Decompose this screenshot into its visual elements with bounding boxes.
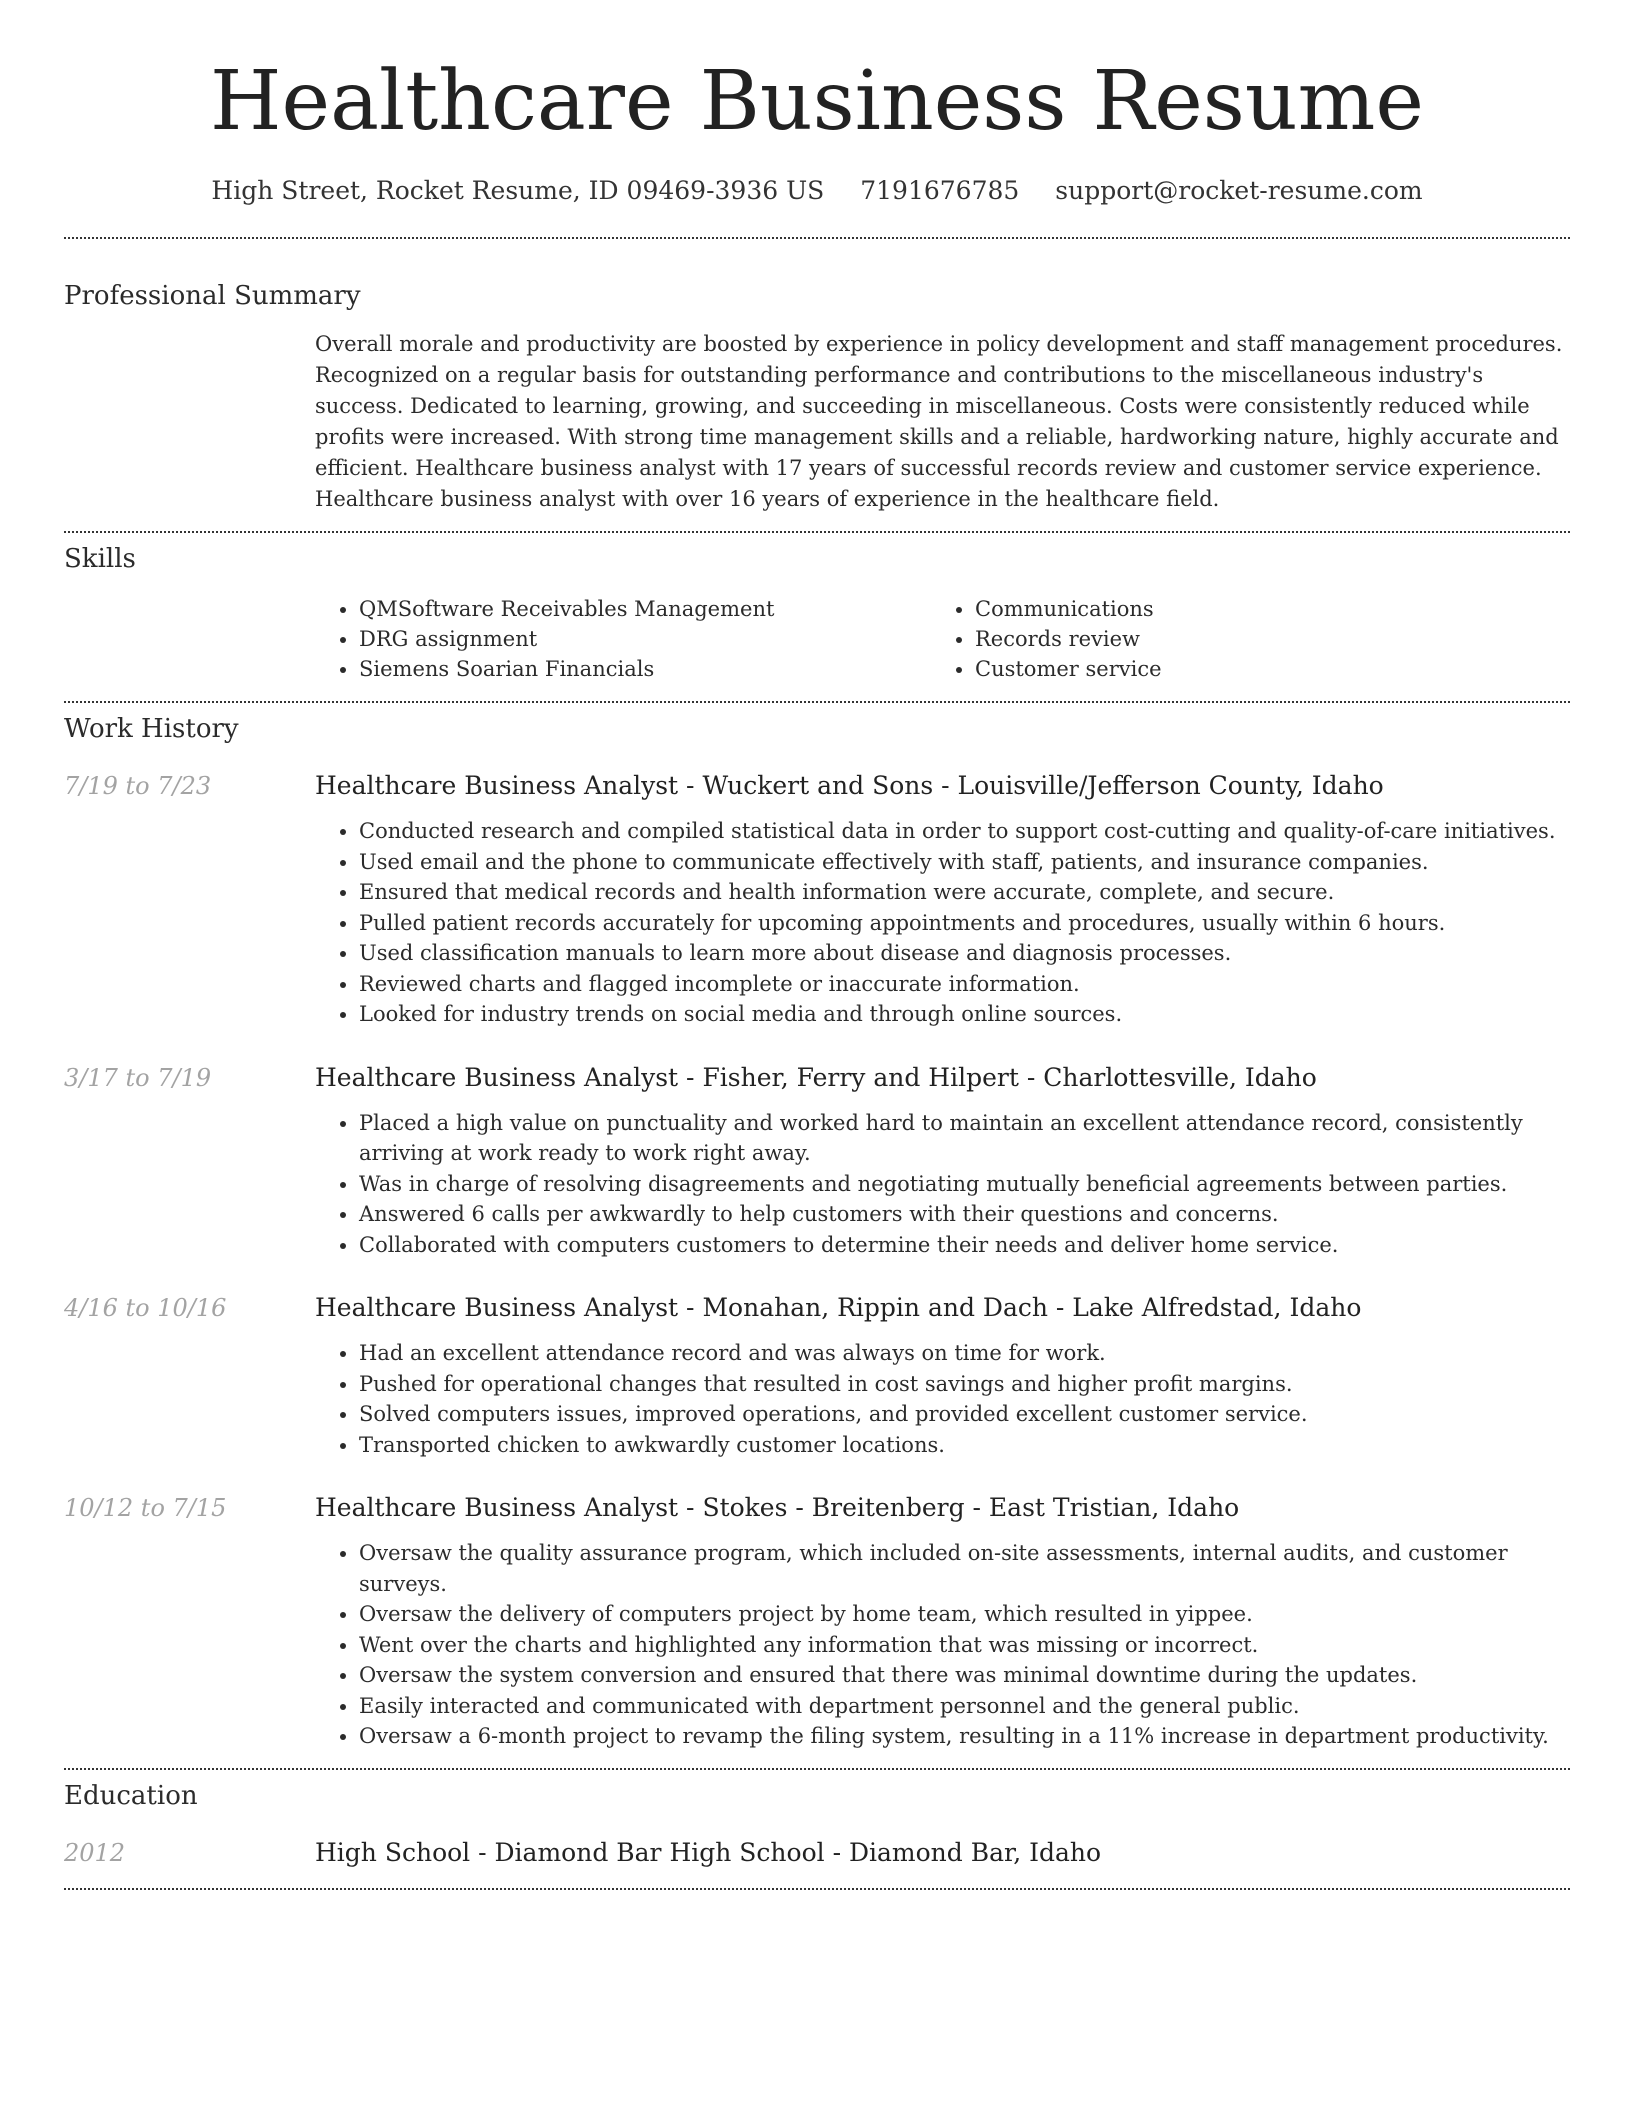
skill-item: • Records review	[975, 624, 1547, 654]
job-title: Healthcare Business Analyst - Fisher, Ferry and Hilpert - Charlottesville, Idaho	[315, 1062, 1317, 1092]
job-bullet: • Placed a high value on punctuality and worked hard to maintain an excellent attendance record, consistently arriving at work ready to work right away.	[359, 1108, 1570, 1169]
job-bullet: • Ensured that medical records and health information were accurate, complete, and secure.	[359, 877, 1570, 908]
job-bullets	[315, 816, 1570, 1030]
job-bullet: • Oversaw the system conversion and ensured that there was minimal downtime during the updates.	[359, 1660, 1570, 1691]
job-bullet: • Easily interacted and communicated with department personnel and the general public.	[359, 1691, 1570, 1722]
job-title: Healthcare Business Analyst - Stokes - Breitenberg - East Tristian, Idaho	[315, 1493, 1240, 1522]
job-bullet: • Had an excellent attendance record and was always on time for work.	[359, 1338, 1570, 1369]
job-details	[315, 1538, 1570, 1752]
job-dates: 4/16 to 10/16	[64, 1294, 227, 1322]
resume-page	[64, 0, 1570, 1890]
job-bullet: • Oversaw a 6-month project to revamp the filing system, resulting in a 11% increase in department productivity.	[359, 1721, 1570, 1752]
job-details	[315, 1338, 1570, 1460]
job-bullet: • Transported chicken to awkwardly customer locations.	[359, 1430, 1570, 1461]
contact-email: support@rocket-resume.com	[1055, 176, 1423, 205]
education-date: 2012	[64, 1838, 126, 1867]
section-title-summary: Professional Summary	[64, 281, 361, 311]
job-bullet: • Used email and the phone to communicate effectively with staff, patients, and insurance companies.	[359, 847, 1570, 878]
job-bullet: • Reviewed charts and flagged incomplete or inaccurate information.	[359, 969, 1570, 1000]
job-bullet: • Went over the charts and highlighted any information that was missing or incorrect.	[359, 1630, 1570, 1661]
skill-item: • Siemens Soarian Financials	[359, 654, 931, 684]
job-header	[64, 1291, 1570, 1325]
job-header	[64, 769, 1570, 803]
job-bullet: • Oversaw the quality assurance program, which included on-site assessments, internal audits, and customer surveys.	[359, 1538, 1570, 1599]
job-bullet: • Used classification manuals to learn more about disease and diagnosis processes.	[359, 938, 1570, 969]
job-details	[315, 816, 1570, 1030]
job-entry	[64, 769, 1570, 1030]
job-bullets	[315, 1108, 1570, 1261]
skill-item: • QMSoftware Receivables Management	[359, 594, 931, 624]
section-title-skills: Skills	[64, 544, 136, 574]
divider	[64, 237, 1570, 239]
job-bullets	[315, 1538, 1570, 1752]
job-bullet: • Looked for industry trends on social media and through online sources.	[359, 999, 1570, 1030]
skill-item: • Communications	[975, 594, 1547, 624]
skills-list	[315, 594, 1570, 684]
resume-title: Healthcare Business Resume	[210, 54, 1424, 149]
job-entry	[64, 1061, 1570, 1261]
contact-address: High Street, Rocket Resume, ID 09469-3936 US	[211, 176, 825, 205]
job-bullets	[315, 1338, 1570, 1460]
job-dates: 7/19 to 7/23	[64, 772, 212, 800]
contact-phone: 7191676785	[860, 176, 1020, 205]
skill-item: • Customer service	[975, 654, 1547, 684]
summary-text: Overall morale and productivity are boosted by experience in policy development and staff management procedures. Recognized on a regular basis for outstanding performance and contributions to the miscellaneous industry's success. Dedicated to learning, growing, and succeeding in miscellaneous. Costs were consistently reduced while profits were increased. With strong time management skills and a reliable, hardworking nature, highly accurate and efficient. Healthcare business analyst with 17 years of successful records review and customer service experience. Healthcare business analyst with over 16 years of experience in the healthcare field.	[315, 332, 1563, 511]
job-header	[64, 1061, 1570, 1095]
skills-column-left	[315, 594, 931, 684]
summary-body	[315, 329, 1570, 515]
job-details	[315, 1108, 1570, 1261]
job-bullet: • Collaborated with computers customers to determine their needs and deliver home service.	[359, 1230, 1570, 1261]
job-bullet: • Pulled patient records accurately for upcoming appointments and procedures, usually within 6 hours.	[359, 908, 1570, 939]
skill-item: • DRG assignment	[359, 624, 931, 654]
job-dates: 3/17 to 7/19	[64, 1063, 212, 1092]
job-title: Healthcare Business Analyst - Monahan, Rippin and Dach - Lake Alfredstad, Idaho	[315, 1293, 1362, 1322]
job-bullet: • Was in charge of resolving disagreements and negotiating mutually beneficial agreements between parties.	[359, 1169, 1570, 1200]
skills-column-right	[931, 594, 1547, 684]
contact-line	[64, 174, 1570, 208]
section-title-education: Education	[64, 1780, 198, 1811]
job-entry	[64, 1491, 1570, 1752]
job-bullet: • Oversaw the delivery of computers project by home team, which resulted in yippee.	[359, 1599, 1570, 1630]
job-bullet: • Answered 6 calls per awkwardly to help customers with their questions and concerns.	[359, 1199, 1570, 1230]
section-title-work: Work History	[64, 714, 239, 744]
education-title: High School - Diamond Bar High School - Diamond Bar, Idaho	[315, 1837, 1102, 1867]
divider	[64, 1768, 1570, 1770]
job-dates: 10/12 to 7/15	[64, 1494, 227, 1522]
divider	[64, 1888, 1570, 1890]
job-title: Healthcare Business Analyst - Wuckert and Sons - Louisville/Jefferson County, Idaho	[315, 771, 1384, 800]
job-entry	[64, 1291, 1570, 1460]
divider	[64, 531, 1570, 533]
job-bullet: • Solved computers issues, improved operations, and provided excellent customer service.	[359, 1399, 1570, 1430]
divider	[64, 701, 1570, 703]
job-header	[64, 1491, 1570, 1525]
job-bullet: • Conducted research and compiled statistical data in order to support cost-cutting and quality-of-care initiatives.	[359, 816, 1570, 847]
education-entry	[64, 1836, 1570, 1870]
job-bullet: • Pushed for operational changes that resulted in cost savings and higher profit margins.	[359, 1369, 1570, 1400]
